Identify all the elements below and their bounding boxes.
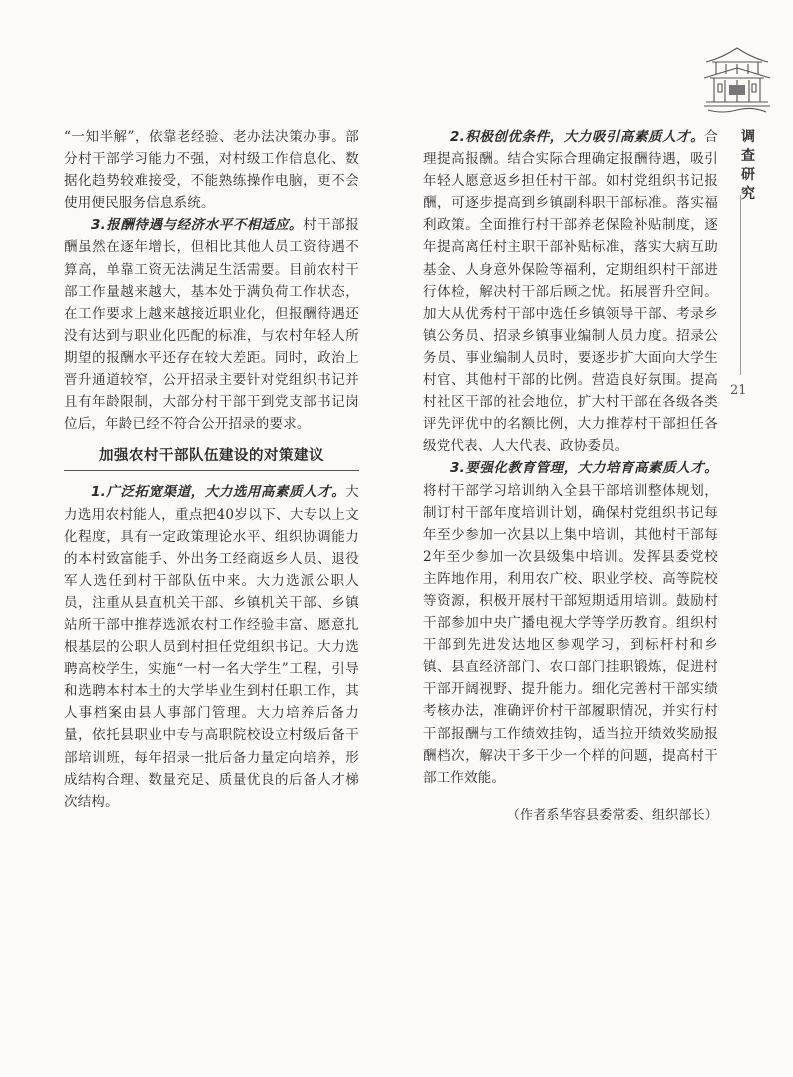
section-heading: 加强农村干部队伍建设的对策建议 (64, 443, 359, 471)
paragraph-body: 村干部报酬虽然在逐年增长，但相比其他人员工资待遇不算高，单靠工资无法满足生活需要。目前农村干部工作量越来越大，基本处于满负荷工作状态，在工作要求上越来越接近职业化，但报酬待遇还没有达到与职业化匹配的标准，与农村年轻人所期望的报酬水平还存在较大差距。同时，政治上晋升通道较窄，公开招录主要针对党组织书记并且有年龄限制，大部分村干部干到党支部书记岗位后，年龄已经不符合公开招录的要求。 (64, 217, 359, 433)
pavilion-emblem-icon (702, 40, 772, 122)
page-number: 21 (730, 383, 747, 398)
paragraph-select-talent (64, 481, 359, 812)
paragraph-body: 将村干部学习培训纳入全县干部培训整体规划，制订村干部年度培训计划，确保村党组织书记每年至少参加一次县以上集中培训，其他村干部每2年至少参加一次县级集中培训。发挥县委党校主阵地作用，利用农广校、职业学校、高等院校等资源，积极开展村干部短期适用培训。鼓励村干部参加中央广播电视大学等学历教育。组织村干部到先进发达地区参观学习，到标杆村和乡镇、县直经济部门、农口部门挂职锻炼，促进村干部开阔视野、提升能力。细化完善村干部实绩考核办法，准确评价村干部履职情况，并实行村干部报酬与工作绩效挂钩，适当拉开绩效奖励报酬档次，解决干多干少一个样的问题，提高村干部工作效能。 (423, 482, 718, 786)
paragraph-continued: “一知半解”，依靠老经验、老办法决策办事。部分村干部学习能力不强，对村级工作信息化、数据化趋势较难接受，不能熟练操作电脑，更不会使用便民服务信息系统。 (64, 129, 359, 212)
paragraph-lead: 2.积极创优条件，大力吸引高素质人才。 (450, 129, 705, 145)
right-column (423, 126, 718, 827)
paragraph-body: 合理提高报酬。结合实际合理确定报酬待遇，吸引年轻人愿意返乡担任村干部。如村党组织书记报酬，可逐步提高到乡镇副科职干部标准。落实福利政策。全面推行村干部养老保险补贴制度，逐年提高离任村主职干部补贴标准，落实大病互助基金、人身意外保险等福利，定期组织村干部进行体检，解决村干部后顾之忧。拓展晋升空间。加大从优秀村干部中选任乡镇领导干部、考录乡镇公务员、招录乡镇事业编制人员力度。招录公务员、事业编制人员时，要逐步扩大面向大学生村官、其他村干部的比例。营造良好氛围。提高村社区干部的社会地位，扩大村干部在各级各类评先评优中的名额比例，大力推荐村干部担任各级党代表、人大代表、政协委员。 (423, 129, 718, 455)
paragraph-lead: 3.要强化教育管理，大力培育高素质人才。 (450, 460, 718, 477)
paragraph-attract-talent (423, 126, 718, 457)
section-label: 调查研究 (741, 129, 755, 202)
author-byline: （作者系华容县委常委、组织部长） (506, 807, 718, 823)
paragraph-education (423, 457, 718, 788)
paragraph-lead: 1.广泛拓宽渠道，大力选用高素质人才。 (91, 484, 346, 501)
paragraph-pay (64, 214, 359, 435)
paragraph-body: 大力选用农村能人，重点把40岁以下、大专以上文化程度，具有一定政策理论水平、组织协调能力的本村致富能手、外出务工经商返乡人员、退役军人选任到村干部队伍中来。大力选派公职人员，注重从县直机关干部、乡镇机关干部、乡镇站所干部中推荐选派农村工作经验丰富、愿意扎根基层的公职人员到村担任党组织书记。大力选聘高校学生，实施“一村一名大学生”工程，引导和选聘本村本土的大学毕业生到村任职工作，其人事档案由县人事部门管理。大力培养后备力量，依托县职业中专与高职院校设立村级后备干部培训班，每年招录一批后备力量定向培养，形成结构合理、数量充足、质量优良的后备人才梯次结构。 (64, 484, 359, 810)
paragraph-lead: 3.报酬待遇与经济水平不相适应。 (91, 217, 304, 234)
left-column (64, 126, 359, 813)
side-divider (740, 195, 741, 375)
